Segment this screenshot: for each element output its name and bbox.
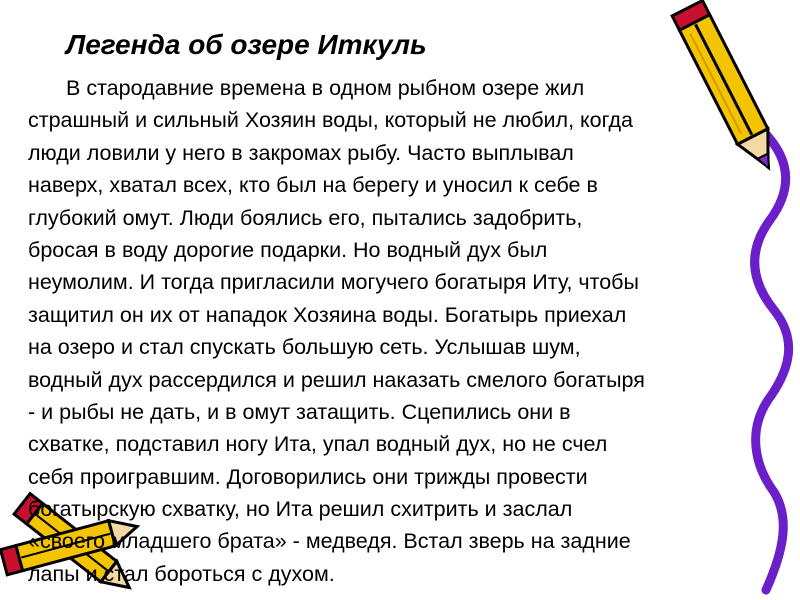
text-line: на озеро и стал спускать большую сеть. Услышав шум, [28, 335, 581, 360]
text-line: себя проигравшим. Договорились они трижды провести [28, 464, 588, 489]
text-line: водный дух рассердился и решил наказать смелого богатыря [28, 367, 645, 392]
legend-text [28, 72, 788, 590]
text-line: - и рыбы не дать, и в омут затащить. Сцепились они в [28, 399, 571, 424]
text-line: наверх, хватал всех, кто был на берегу и уносил к себе в [28, 173, 598, 198]
text-line: страшный и сильный Хозяин воды, который не любил, когда [28, 108, 634, 133]
text-line: лапы и стал бороться с духом. [28, 561, 335, 586]
text-line: глубокий омут. Люди боялись его, пытались задобрить, [28, 205, 583, 230]
text-line: «своего младшего брата» - медведя. Встал зверь на задние [28, 529, 631, 554]
text-line: В стародавние времена в одном рыбном озере жил [66, 76, 585, 100]
text-line: люди ловили у него в закромах рыбу. Часто выплывал [28, 140, 574, 165]
text-line: богатырскую схватку, но Ита решил схитрить и заслал [28, 497, 573, 522]
text-line: бросая в воду дорогие подарки. Но водный дух был [28, 237, 548, 262]
text-line: схватке, подставил ногу Ита, упал водный дух, но не счел [28, 432, 608, 457]
text-line: защитил он их от нападок Хозяина воды. Богатырь приехал [28, 302, 627, 327]
slide-title: Легенда об озере Иткуль [66, 29, 427, 60]
text-line: неумолим. И тогда пригласили могучего богатыря Иту, чтобы [28, 270, 639, 295]
